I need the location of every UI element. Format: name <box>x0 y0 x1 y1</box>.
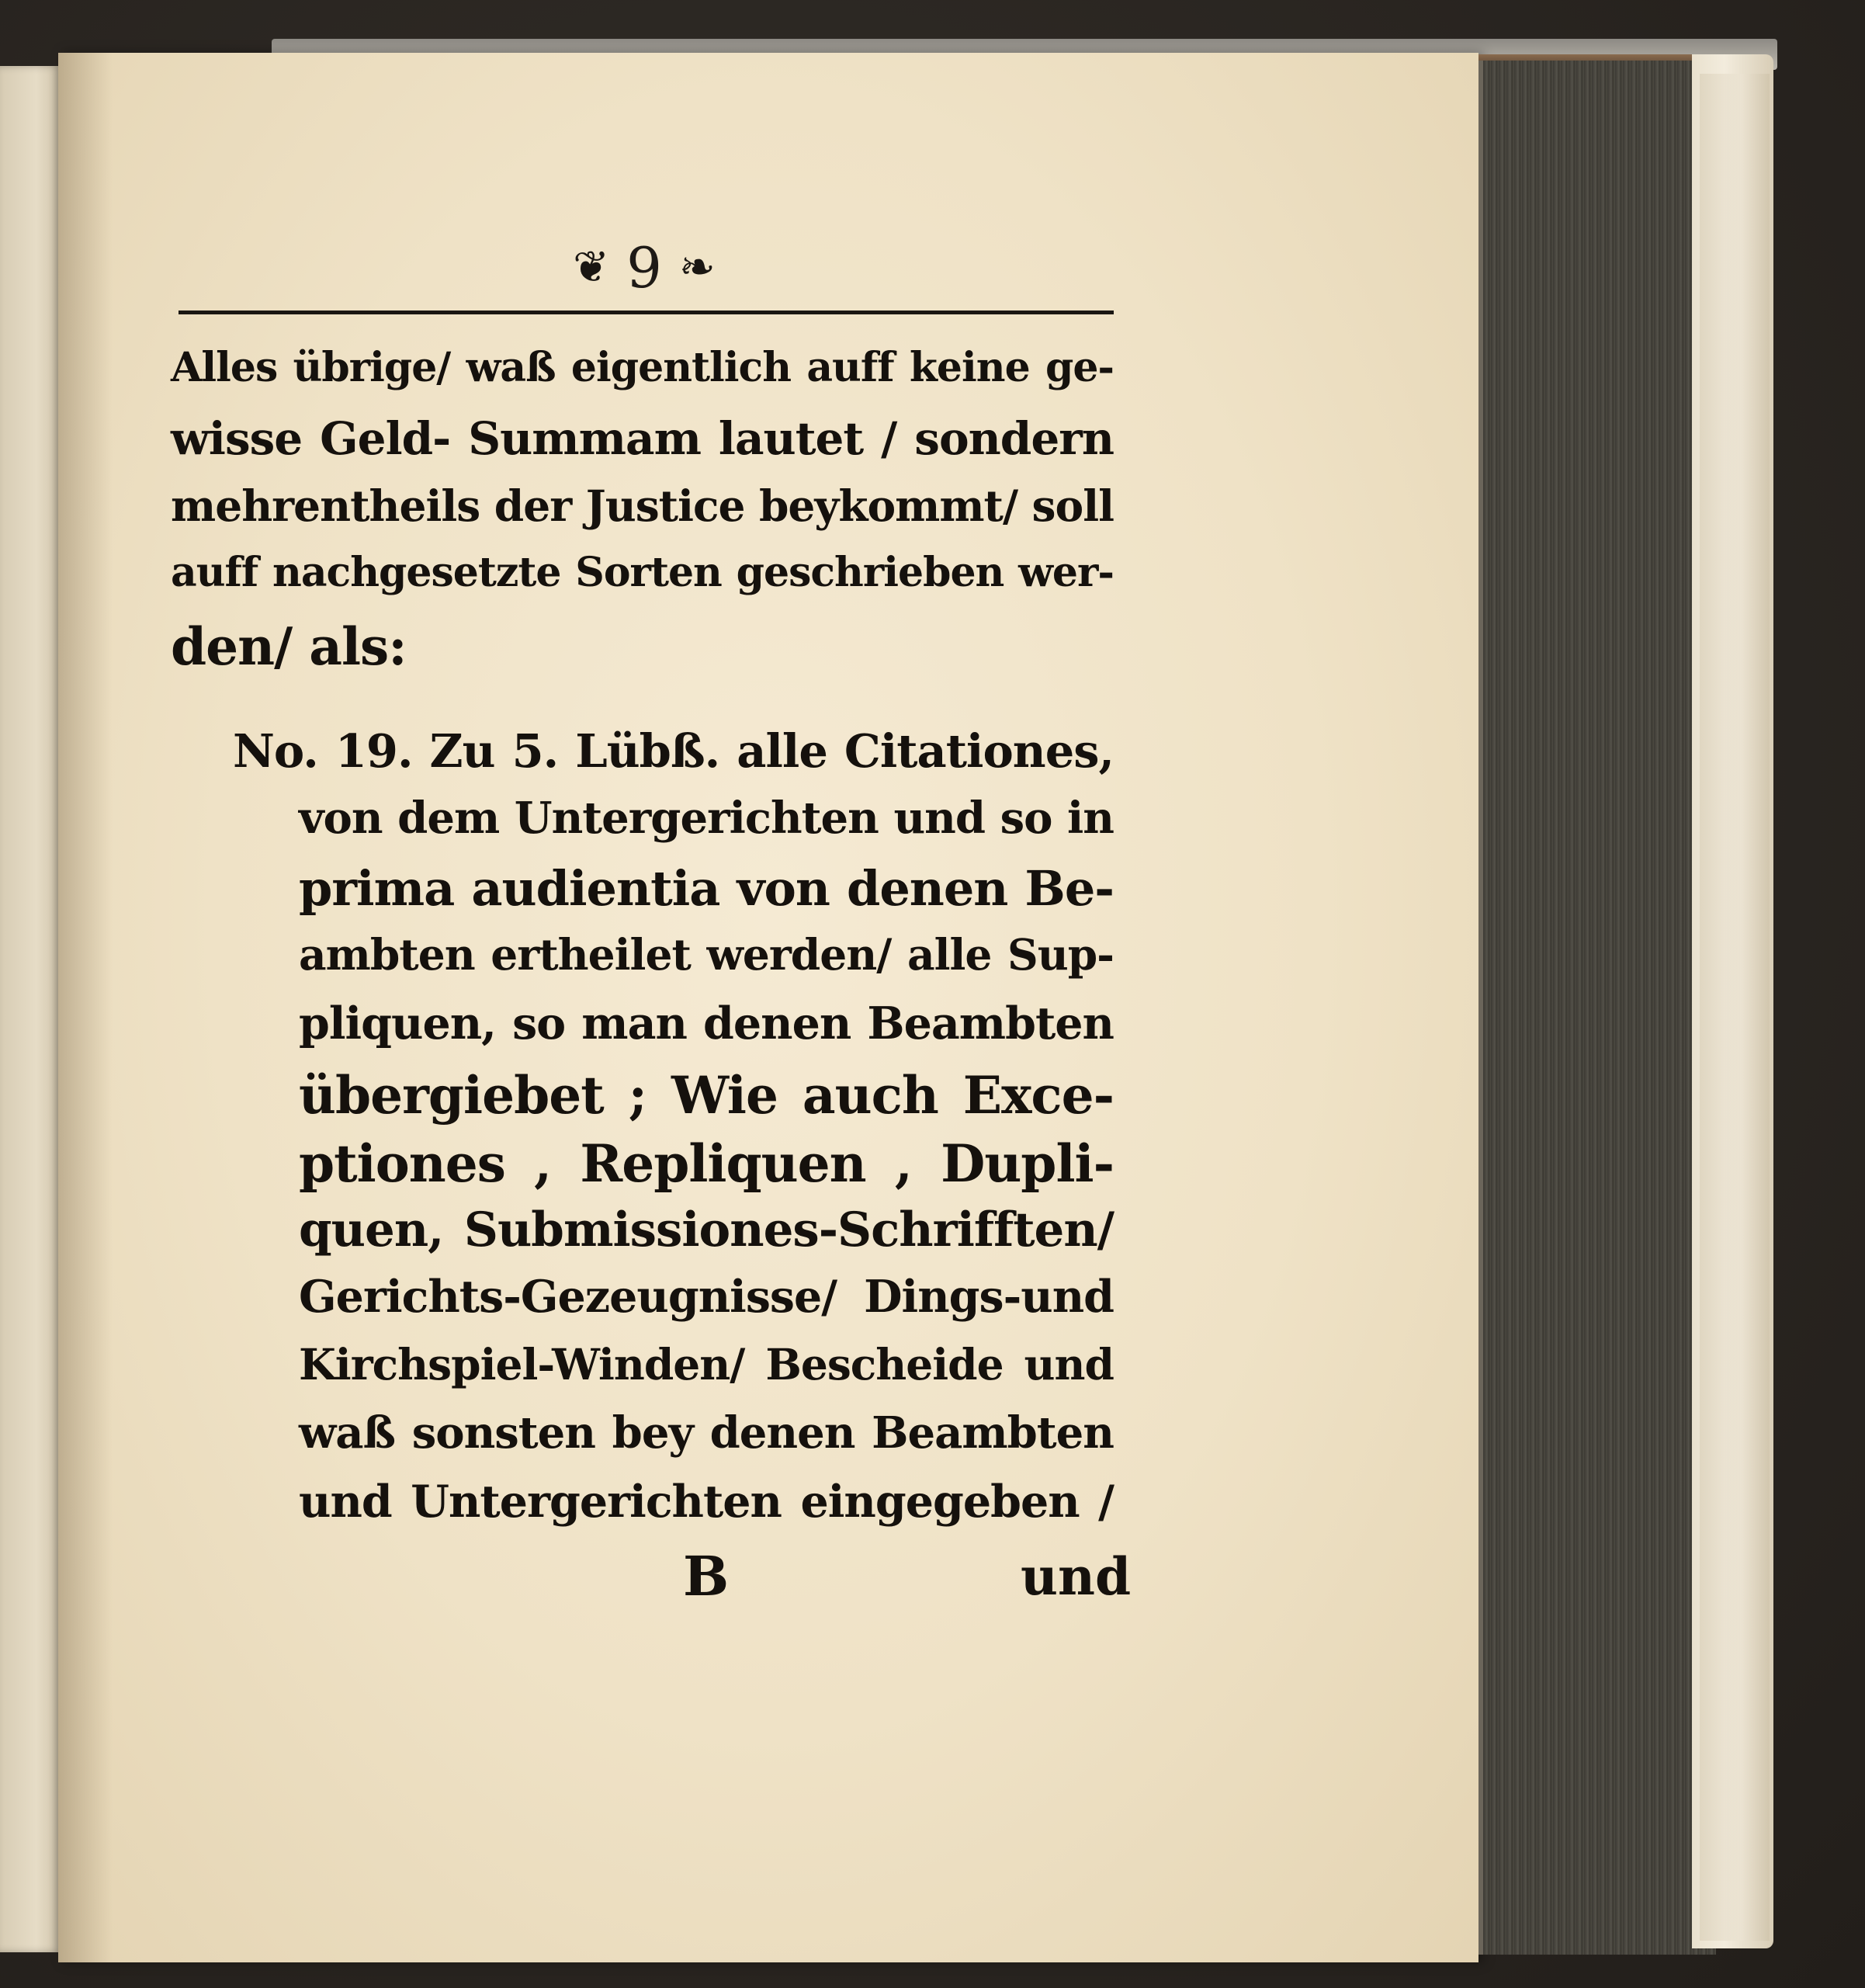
page-block-fore-edge <box>1478 61 1716 1955</box>
header-rule <box>179 311 1114 314</box>
text-line: pliquen, so man denen Beambten <box>299 997 1114 1050</box>
signature-mark: B <box>683 1544 730 1608</box>
fleuron-right-icon: ❧ <box>678 242 716 293</box>
running-head <box>543 233 745 303</box>
facing-page-edge <box>0 66 61 1952</box>
catchword: und <box>1021 1546 1132 1607</box>
fleuron-left-icon: ❦ <box>573 242 610 293</box>
text-line: und Untergerichten eingegeben / <box>299 1476 1114 1528</box>
text-line: auff nachgesetzte Sorten geschrieben wer- <box>171 549 1114 596</box>
text-line: waß sonsten bey denen Beambten <box>299 1407 1114 1459</box>
text-line: mehrentheils der Justice beykommt/ soll <box>171 481 1114 531</box>
text-line: quen, Submissiones-Schrifften/ <box>299 1202 1114 1258</box>
text-line: ambten ertheilet werden/ alle Sup- <box>299 929 1114 980</box>
text-line: übergiebet ; Wie auch Exce- <box>299 1065 1114 1126</box>
text-line: Gerichts-Gezeugnisse/ Dings-und <box>299 1271 1114 1323</box>
text-line: Kirchspiel-Winden/ Bescheide und <box>299 1339 1114 1390</box>
text-line: den/ als: <box>171 616 407 677</box>
text-line: ptiones , Repliquen , Dupli- <box>299 1133 1114 1194</box>
text-line: No. 19. Zu 5. Lübß. alle Citationes, <box>233 724 1114 778</box>
text-line: Alles übrige/ waß eigentlich auff keine ge- <box>171 344 1114 391</box>
text-line: prima audientia von denen Be- <box>299 860 1114 917</box>
page-number: 9 <box>626 235 662 300</box>
binding-highlight <box>1700 74 1770 1941</box>
gutter-shadow <box>58 53 113 1962</box>
text-line: von dem Untergerichten und so in <box>299 793 1114 844</box>
text-line: wisse Geld- Summam lautet / sondern <box>171 412 1114 465</box>
